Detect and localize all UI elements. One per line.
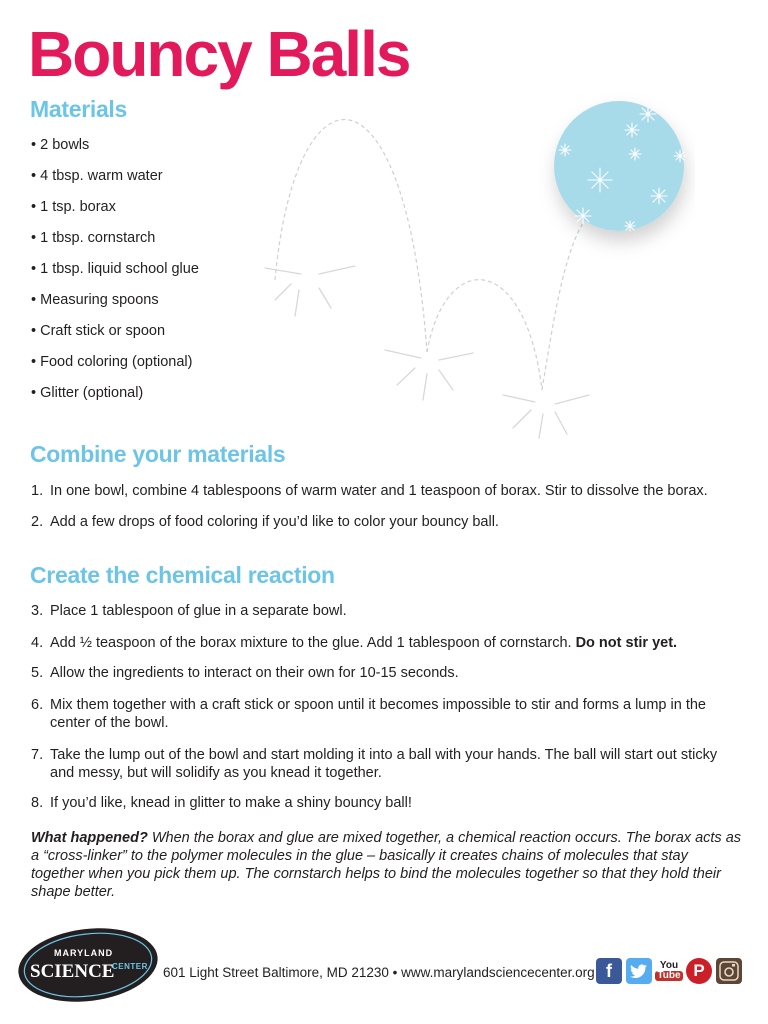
- step-item: 7. Take the lump out of the bowl and start molding it into a ball with your hands. The ball will start out sticky and messy, but will solidify as you knead it together.: [31, 747, 718, 781]
- what-happened-label: What happened?: [31, 830, 148, 846]
- create-heading: Create the chemical reaction: [30, 562, 335, 588]
- step-item: 2. Add a few drops of food coloring if you’d like to color your bouncy ball.: [31, 514, 499, 530]
- footer-address: 601 Light Street Baltimore, MD 21230 • www.marylandsciencecenter.org: [163, 965, 595, 980]
- materials-list: [31, 135, 199, 414]
- page-title: Bouncy Balls: [28, 18, 410, 90]
- materials-heading: Materials: [30, 96, 128, 122]
- bounce-trail: [542, 220, 585, 390]
- facebook-icon[interactable]: f: [596, 958, 622, 984]
- social-icons: [596, 958, 742, 984]
- bounce-trail: [275, 120, 427, 352]
- list-item: • 1 tsp. borax: [31, 199, 116, 215]
- list-item: • 2 bowls: [31, 137, 90, 153]
- svg-text:CENTER: CENTER: [112, 962, 148, 971]
- list-item: • Food coloring (optional): [31, 354, 193, 370]
- youtube-icon[interactable]: You Tube: [656, 958, 682, 984]
- step-item: 3. Place 1 tablespoon of glue in a separate bowl.: [31, 603, 347, 619]
- list-item: • Craft stick or spoon: [31, 323, 166, 339]
- list-item: • 4 tbsp. warm water: [31, 168, 163, 184]
- step-item: 1. In one bowl, combine 4 tablespoons of warm water and 1 teaspoon of borax. Stir to dissolve the borax.: [31, 483, 708, 499]
- what-happened-paragraph: What happened? When the borax and glue are mixed together, a chemical reaction occurs. The borax acts as a “cross-linker” to the polymer molecules in the glue – basically it creates chains of molecules that stay together when you pick them up. The cornstarch helps to bind the molecules together so that they hold their shape better.: [31, 830, 742, 900]
- pinterest-icon[interactable]: P: [686, 958, 712, 984]
- instagram-icon[interactable]: [716, 958, 742, 984]
- step-item: 8. If you’d like, knead in glitter to make a shiny bouncy ball!: [31, 795, 412, 811]
- step-item: 5. Allow the ingredients to interact on their own for 10-15 seconds.: [31, 665, 459, 681]
- twitter-icon[interactable]: [626, 958, 652, 984]
- bouncing-ball-illustration: [255, 90, 695, 450]
- list-item: • Measuring spoons: [31, 292, 159, 308]
- warning-text: Do not stir yet.: [575, 635, 678, 651]
- list-item: • 1 tbsp. liquid school glue: [31, 261, 199, 277]
- list-item: • 1 tbsp. cornstarch: [31, 230, 156, 246]
- bouncy-ball: [554, 101, 684, 231]
- svg-text:SCIENCE: SCIENCE: [30, 961, 115, 982]
- bounce-trail: [427, 280, 542, 390]
- svg-text:MARYLAND: MARYLAND: [54, 948, 114, 958]
- step-item: 4. Add ½ teaspoon of the borax mixture to the glue. Add 1 tablespoon of cornstarch. Do not stir yet.: [31, 635, 678, 651]
- combine-heading: Combine your materials: [30, 441, 286, 467]
- maryland-science-center-logo[interactable]: [16, 925, 160, 1005]
- step-item: 6. Mix them together with a craft stick or spoon until it becomes impossible to stir and forms a lump in the center of the bowl.: [31, 697, 706, 731]
- list-item: • Glitter (optional): [31, 385, 144, 401]
